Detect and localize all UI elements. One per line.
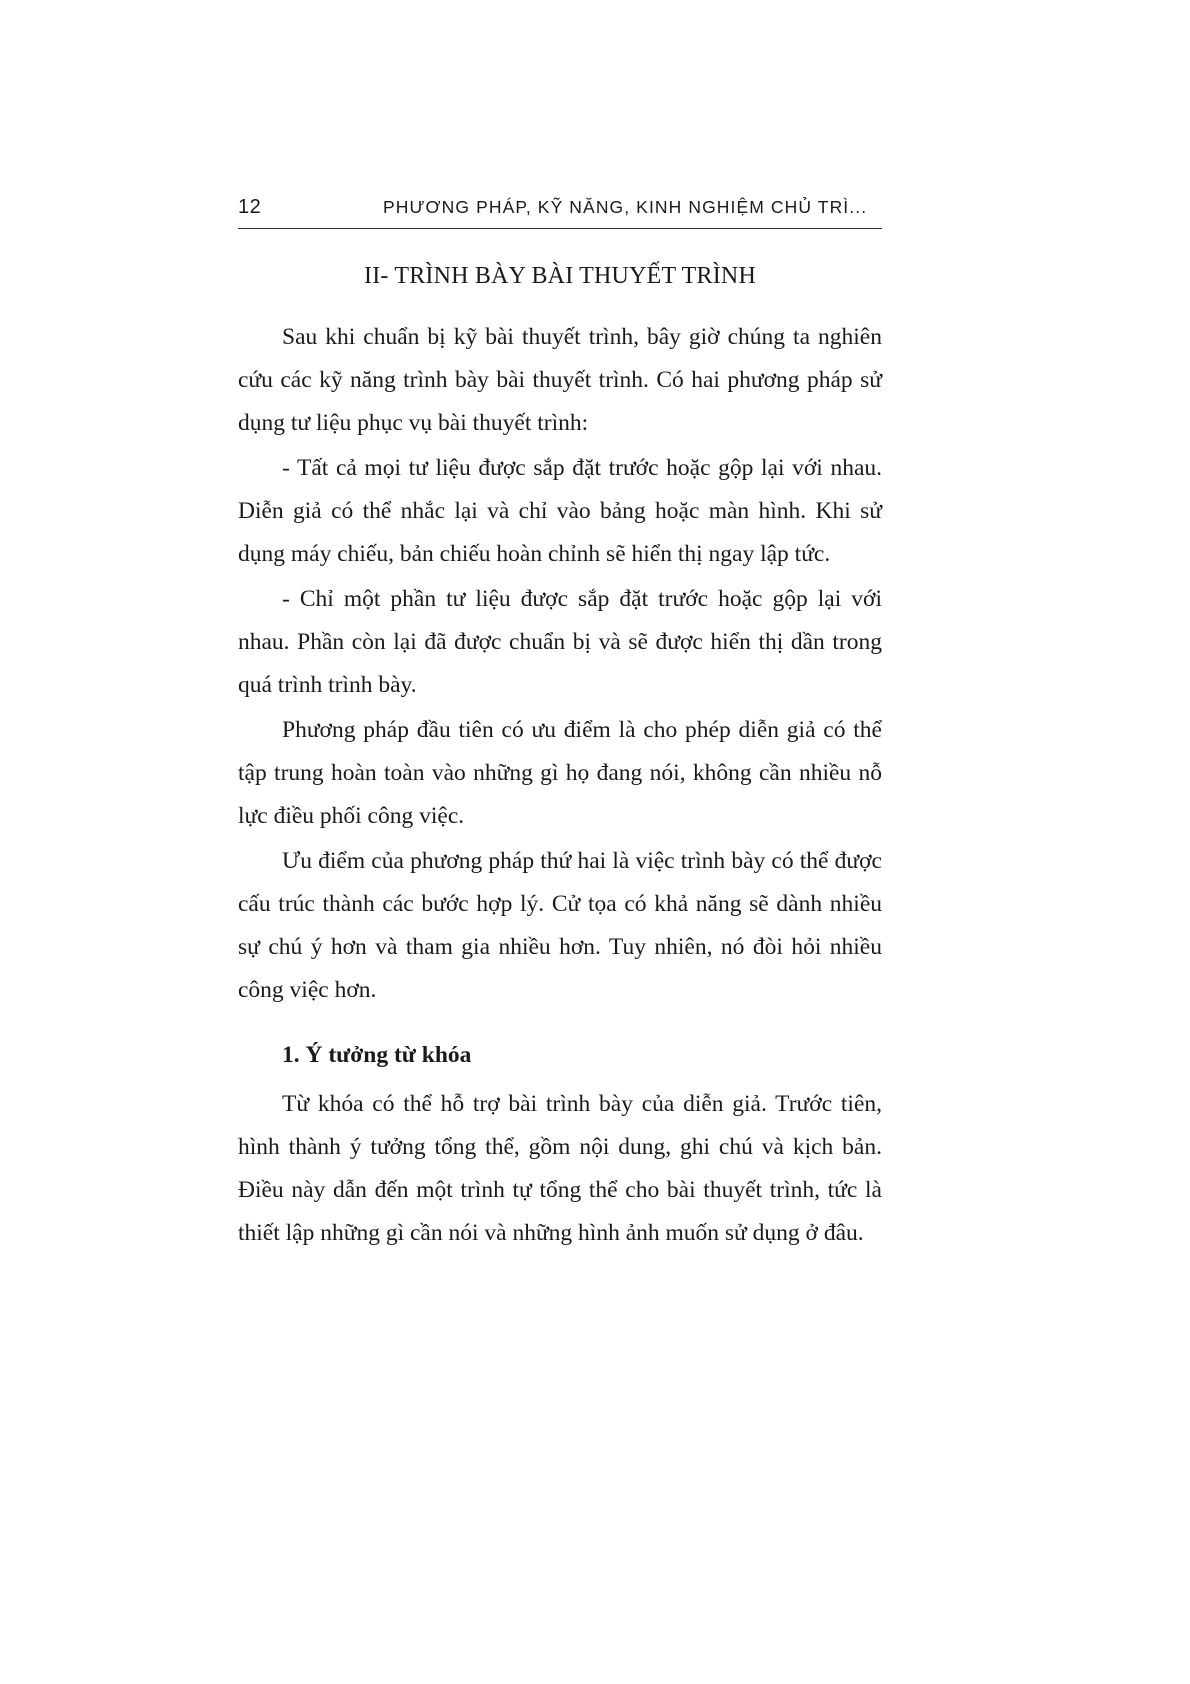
paragraph: - Chỉ một phần tư liệu được sắp đặt trước hoặc gộp lại với nhau. Phần còn lại đã được chuẩn bị và sẽ được hiển thị dần trong quá trình trình bày.	[238, 586, 882, 698]
section-heading: II- TRÌNH BÀY BÀI THUYẾT TRÌNH	[364, 263, 756, 289]
running-head	[238, 196, 882, 229]
paragraph: Ưu điểm của phương pháp thứ hai là việc trình bày có thể được cấu trúc thành các bước hợp lý. Cử tọa có khả năng sẽ dành nhiều sự chú ý hơn và tham gia nhiều hơn. Tuy nhiên, nó đòi hỏi nhiều công việc hơn.	[238, 848, 882, 1003]
page-content	[238, 196, 882, 1257]
paragraph: Sau khi chuẩn bị kỹ bài thuyết trình, bây giờ chúng ta nghiên cứu các kỹ năng trình bày bài thuyết trình. Có hai phương pháp sử dụng tư liệu phục vụ bài thuyết trình:	[238, 324, 882, 436]
page-number: 12	[238, 196, 262, 218]
paragraph: - Tất cả mọi tư liệu được sắp đặt trước hoặc gộp lại với nhau. Diễn giả có thể nhắc lại và chỉ vào bảng hoặc màn hình. Khi sử dụng máy chiếu, bản chiếu hoàn chỉnh sẽ hiển thị ngay lập tức.	[238, 455, 882, 567]
paragraph: Từ khóa có thể hỗ trợ bài trình bày của diễn giả. Trước tiên, hình thành ý tưởng tổng thể, gồm nội dung, ghi chú và kịch bản. Điều này dẫn đến một trình tự tổng thể cho bài thuyết trình, tức là thiết lập những gì cần nói và những hình ảnh muốn sử dụng ở đâu.	[238, 1091, 882, 1246]
subheading: 1. Ý tưởng từ khóa	[282, 1042, 472, 1068]
running-title: PHƯƠNG PHÁP, KỸ NĂNG, KINH NGHIỆM CHỦ TRÌ...	[383, 197, 868, 217]
paragraph: Phương pháp đầu tiên có ưu điểm là cho phép diễn giả có thể tập trung hoàn toàn vào những gì họ đang nói, không cần nhiều nỗ lực điều phối công việc.	[238, 717, 882, 829]
